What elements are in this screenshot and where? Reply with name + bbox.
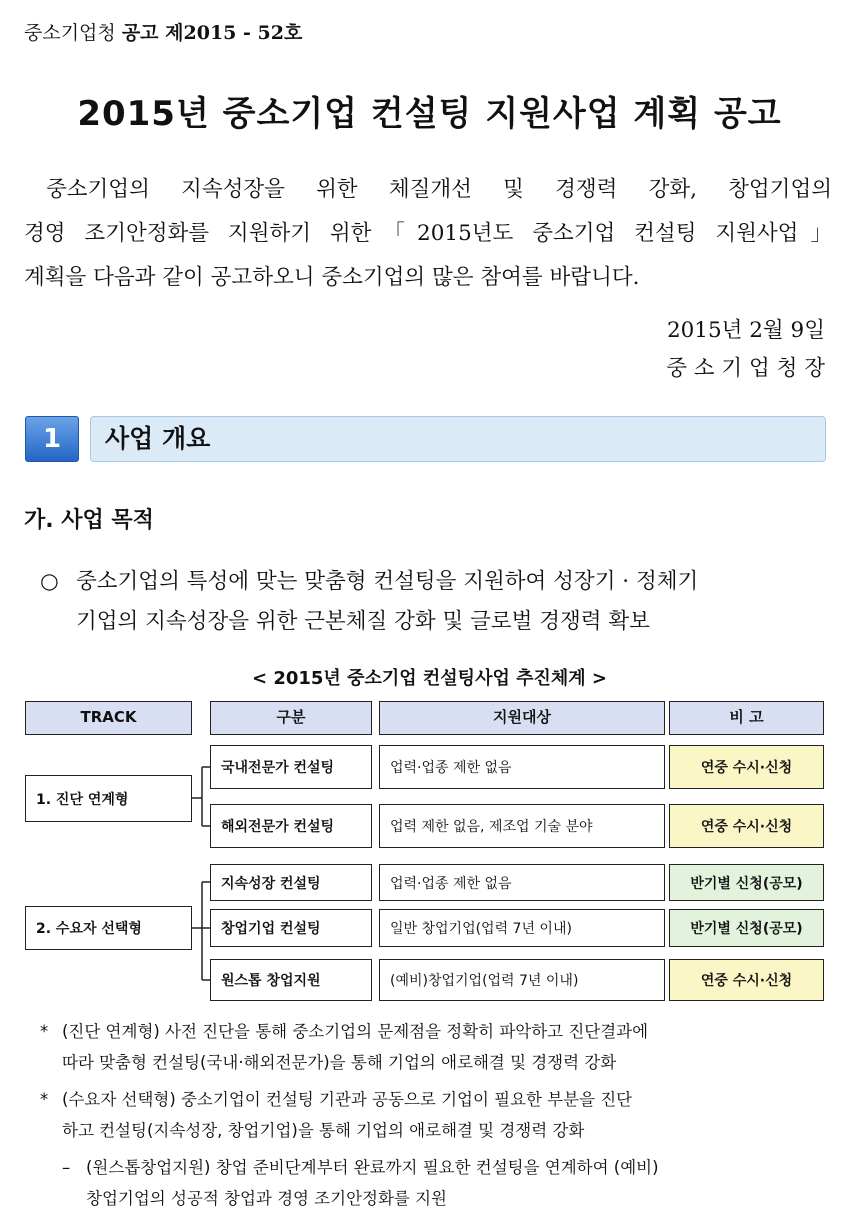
row-category: 원스톱 창업지원 (210, 959, 372, 1001)
row-category: 지속성장 컨설팅 (210, 864, 372, 901)
asterisk-icon: * (40, 1022, 49, 1041)
track-box-demand: 2. 수요자 선택형 (25, 906, 192, 950)
row-target: (예비)창업기업(업력 7년 이내) (379, 959, 665, 1001)
row-note: 반기별 신청(공모) (669, 864, 824, 901)
section-header (25, 416, 826, 462)
row-note: 연중 수시·신청 (669, 745, 824, 789)
header-target: 지원대상 (379, 701, 665, 735)
row-note: 연중 수시·신청 (669, 804, 824, 848)
document-title: 2015년 중소기업 컨설팅 지원사업 계획 공고 (77, 94, 782, 134)
notice-number-text: 공고 제2015 - 52호 (121, 22, 303, 44)
intro-line-1: 중소기업의 지속성장을 위한 체질개선 및 경쟁력 강화, 창업기업의 (46, 177, 832, 202)
note-line: (수요자 선택형) 중소기업이 컨설팅 기관과 공동으로 기업이 필요한 부분을 진단 (62, 1090, 633, 1109)
row-note: 반기별 신청(공모) (669, 909, 824, 947)
row-category: 해외전문가 컨설팅 (210, 804, 372, 848)
asterisk-icon: * (40, 1090, 49, 1109)
note-line: 하고 컨설팅(지속성장, 창업기업)을 통해 기업의 애로해결 및 경쟁력 강화 (62, 1121, 585, 1140)
subsection-title: 가. 사업 목적 (24, 508, 154, 533)
row-category: 창업기업 컨설팅 (210, 909, 372, 947)
dash-icon: – (62, 1158, 71, 1177)
row-target: 업력·업종 제한 없음 (379, 745, 665, 789)
purpose-paragraph (40, 562, 828, 642)
section-number-badge: 1 (25, 416, 79, 462)
row-note: 연중 수시·신청 (669, 959, 824, 1001)
date: 2015년 2월 9일 (666, 318, 825, 343)
intro-paragraph (24, 168, 832, 300)
track-box-diagnosis: 1. 진단 연계형 (25, 775, 192, 822)
header-note: 비 고 (669, 701, 824, 735)
note-item (40, 1084, 830, 1146)
row-target: 일반 창업기업(업력 7년 이내) (379, 909, 665, 947)
note-item (40, 1016, 830, 1078)
note-line: (진단 연계형) 사전 진단을 통해 중소기업의 문제점을 정확히 파악하고 진단결과에 (62, 1022, 649, 1041)
row-target: 업력 제한 없음, 제조업 기술 분야 (379, 804, 665, 848)
notice-number (24, 18, 302, 45)
header-track: TRACK (25, 701, 192, 735)
section-title: 사업 개요 (90, 416, 826, 462)
note-line: 창업기업의 성공적 창업과 경영 조기안정화를 지원 (86, 1189, 447, 1208)
diagram-title: < 2015년 중소기업 컨설팅사업 추진체계 > (251, 668, 608, 689)
note-line: 따라 맞춤형 컨설팅(국내·해외전문가)을 통해 기업의 애로해결 및 경쟁력 강화 (62, 1053, 617, 1072)
signer: 중 소 기 업 청 장 (666, 356, 825, 381)
intro-line-2: 경영 조기안정화를 지원하기 위한「2015년도 중소기업 컨설팅 지원사업」 (24, 221, 832, 246)
header-category: 구분 (210, 701, 372, 735)
note-line: (원스톱창업지원) 창업 준비단계부터 완료까지 필요한 컨설팅을 연계하여 (예비) (86, 1158, 659, 1177)
note-item (40, 1152, 830, 1214)
purpose-line-2: 기업의 지속성장을 위한 근본체질 강화 및 글로벌 경쟁력 확보 (76, 609, 650, 634)
issuer: 중소기업청 (24, 22, 116, 44)
intro-line-3: 계획을 다음과 같이 공고하오니 중소기업의 많은 참여를 바랍니다. (24, 265, 640, 290)
date-signature-block (666, 312, 825, 388)
circle-bullet-icon: ○ (40, 569, 59, 594)
row-target: 업력·업종 제한 없음 (379, 864, 665, 901)
row-category: 국내전문가 컨설팅 (210, 745, 372, 789)
notes-list (40, 1016, 830, 1220)
purpose-line-1: 중소기업의 특성에 맞는 맞춤형 컨설팅을 지원하여 성장기 · 정체기 (76, 569, 699, 594)
